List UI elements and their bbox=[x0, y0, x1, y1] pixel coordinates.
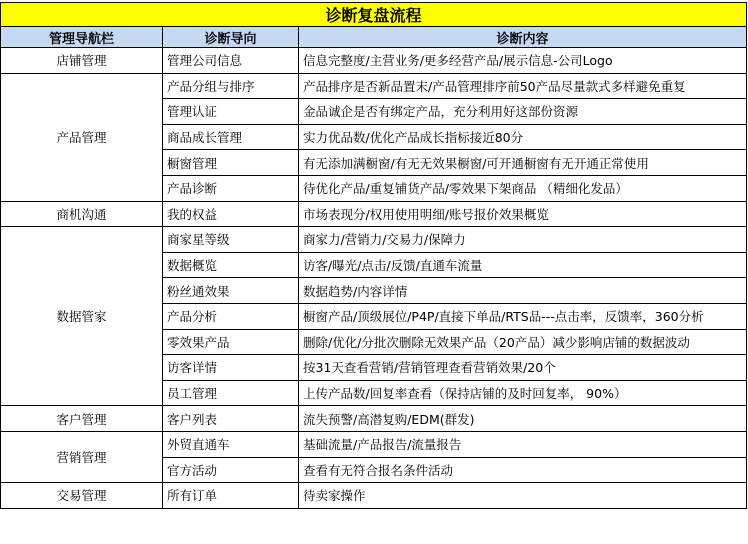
direction-cell: 产品诊断 bbox=[163, 175, 299, 201]
direction-cell: 员工管理 bbox=[163, 380, 299, 406]
category-cell: 店铺管理 bbox=[1, 48, 163, 74]
direction-cell: 外贸直通车 bbox=[163, 431, 299, 457]
content-cell: 待优化产品/重复铺货产品/零效果下架商品 （精细化发品） bbox=[299, 175, 747, 201]
category-cell: 数据管家 bbox=[1, 227, 163, 406]
direction-cell: 所有订单 bbox=[163, 483, 299, 509]
content-cell: 访客/曝光/点击/反馈/直通车流量 bbox=[299, 252, 747, 278]
content-cell: 金品诚企是否有绑定产品，充分利用好这部份资源 bbox=[299, 99, 747, 125]
category-cell: 交易管理 bbox=[1, 483, 163, 509]
content-cell: 按31天查看营销/营销管理查看营销效果/20个 bbox=[299, 355, 747, 381]
content-cell: 待卖家操作 bbox=[299, 483, 747, 509]
table-row bbox=[1, 483, 747, 509]
content-cell: 商家力/营销力/交易力/保障力 bbox=[299, 227, 747, 253]
content-cell: 基础流量/产品报告/流量报告 bbox=[299, 431, 747, 457]
table-row bbox=[1, 73, 747, 99]
content-cell: 数据趋势/内容详情 bbox=[299, 278, 747, 304]
direction-cell: 管理公司信息 bbox=[163, 48, 299, 74]
header-direction: 诊断导向 bbox=[163, 27, 299, 48]
table-body bbox=[1, 48, 747, 509]
content-cell: 实力优品数/优化产品成长指标接近80分 bbox=[299, 124, 747, 150]
table-row bbox=[1, 406, 747, 432]
content-cell: 橱窗产品/顶级展位/P4P/直接下单品/RTS品---点击率，反馈率，360分析 bbox=[299, 303, 747, 329]
content-cell: 市场表现分/权用使用明细/账号报价效果概览 bbox=[299, 201, 747, 227]
content-cell: 上传产品数/回复率查看（保持店铺的及时回复率， 90%） bbox=[299, 380, 747, 406]
category-cell: 营销管理 bbox=[1, 431, 163, 482]
direction-cell: 粉丝通效果 bbox=[163, 278, 299, 304]
header-navigation: 管理导航栏 bbox=[1, 27, 163, 48]
category-cell: 产品管理 bbox=[1, 73, 163, 201]
direction-cell: 我的权益 bbox=[163, 201, 299, 227]
direction-cell: 产品分组与排序 bbox=[163, 73, 299, 99]
direction-cell: 零效果产品 bbox=[163, 329, 299, 355]
table-row bbox=[1, 48, 747, 74]
direction-cell: 管理认证 bbox=[163, 99, 299, 125]
table-row bbox=[1, 227, 747, 253]
table-title: 诊断复盘流程 bbox=[1, 3, 747, 27]
category-cell: 客户管理 bbox=[1, 406, 163, 432]
direction-cell: 商家星等级 bbox=[163, 227, 299, 253]
content-cell: 产品排序是否新品置末/产品管理排序前50产品尽量款式多样避免重复 bbox=[299, 73, 747, 99]
direction-cell: 访客详情 bbox=[163, 355, 299, 381]
direction-cell: 客户列表 bbox=[163, 406, 299, 432]
header-content: 诊断内容 bbox=[299, 27, 747, 48]
content-cell: 有无添加满橱窗/有无无效果橱窗/可开通橱窗有无开通正常使用 bbox=[299, 150, 747, 176]
direction-cell: 橱窗管理 bbox=[163, 150, 299, 176]
category-cell: 商机沟通 bbox=[1, 201, 163, 227]
table-row bbox=[1, 431, 747, 457]
content-cell: 流失预警/高潜复购/EDM(群发) bbox=[299, 406, 747, 432]
table-row bbox=[1, 201, 747, 227]
header-row bbox=[1, 27, 747, 48]
title-row bbox=[1, 3, 747, 27]
direction-cell: 产品分析 bbox=[163, 303, 299, 329]
direction-cell: 数据概览 bbox=[163, 252, 299, 278]
direction-cell: 商品成长管理 bbox=[163, 124, 299, 150]
direction-cell: 官方活动 bbox=[163, 457, 299, 483]
content-cell: 查看有无符合报名条件活动 bbox=[299, 457, 747, 483]
content-cell: 信息完整度/主营业务/更多经营产品/展示信息-公司Logo bbox=[299, 48, 747, 74]
content-cell: 删除/优化/分批次删除无效果产品（20产品）减少影响店铺的数据波动 bbox=[299, 329, 747, 355]
diagnosis-review-table bbox=[0, 2, 747, 509]
